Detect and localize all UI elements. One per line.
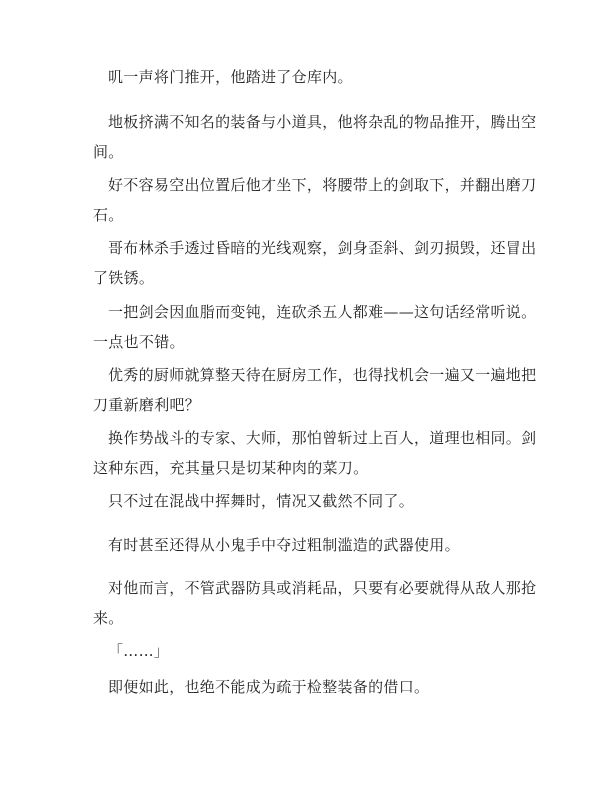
- paragraph-1: 叽一声将门推开，他踏进了仓库内。: [108, 68, 353, 86]
- paragraph-7: 换作势战斗的专家、大师，那怕曾斩过上百人，道理也相同。剑这种东西，充其量只是切某种肉的菜刀。: [93, 429, 537, 477]
- paragraph-6: 优秀的厨师就算整天待在厨房工作，也得找机会一遍又一遍地把刀重新磨利吧？: [93, 366, 537, 414]
- paragraph-5: 一把剑会因血脂而变钝，连砍杀五人都难——这句话经常听说。一点也不错。: [93, 303, 537, 351]
- paragraph-8: 只不过在混战中挥舞时，情况又截然不同了。: [108, 492, 415, 510]
- paragraph-2: 地板挤满不知名的装备与小道具，他将杂乱的物品推开，腾出空间。: [93, 113, 537, 161]
- paragraph-4: 哥布林杀手透过昏暗的光线观察，剑身歪斜、剑刃损毁，还冒出了铁锈。: [93, 239, 537, 287]
- paragraph-3: 好不容易空出位置后他才坐下，将腰带上的剑取下，并翻出磨刀石。: [93, 176, 537, 224]
- paragraph-9: 有时甚至还得从小鬼手中夺过粗制滥造的武器使用。: [108, 536, 460, 554]
- paragraph-11: 「……」: [108, 642, 170, 660]
- paragraph-10: 对他而言，不管武器防具或消耗品，只要有必要就得从敌人那抢来。: [93, 579, 537, 627]
- paragraph-12: 即便如此，也绝不能成为疏于检整装备的借口。: [108, 678, 430, 696]
